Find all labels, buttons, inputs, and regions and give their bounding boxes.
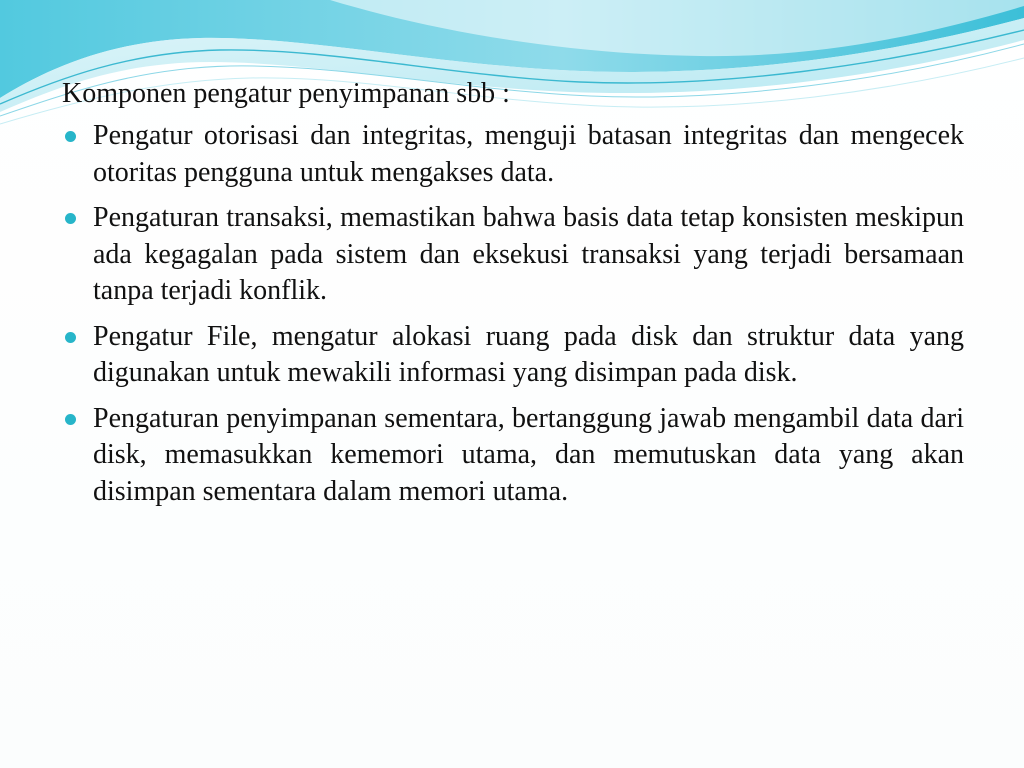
bullet-dot-icon [65,332,76,343]
intro-text: Komponen pengatur penyimpanan sbb : [62,78,510,109]
bullet-text: Pengaturan penyimpanan sementara, bertanggung jawab mengambil data dari disk, memasukkan kememori utama, dan memutuskan data yang akan disimpan sementara dalam memori utama. [93,402,964,507]
bullet-dot-icon [65,131,76,142]
bullet-item [62,319,964,392]
bullet-dot-icon [65,414,76,425]
bullet-item [62,118,964,191]
bullet-list [62,118,964,510]
bullet-text: Pengaturan transaksi, memastikan bahwa basis data tetap konsisten meskipun ada kegagalan pada sistem dan eksekusi transaksi yang terjadi bersamaan tanpa terjadi konflik. [93,202,964,306]
bullet-text: Pengatur File, mengatur alokasi ruang pada disk dan struktur data yang digunakan untuk mewakili informasi yang disimpan pada disk. [93,320,964,388]
bullet-text: Pengatur otorisasi dan integritas, menguji batasan integritas dan mengecek otoritas pengguna untuk mengakses data. [93,120,964,188]
bullet-dot-icon [65,213,76,224]
slide-content [62,76,964,519]
bullet-item [62,200,964,310]
bullet-item [62,401,964,511]
